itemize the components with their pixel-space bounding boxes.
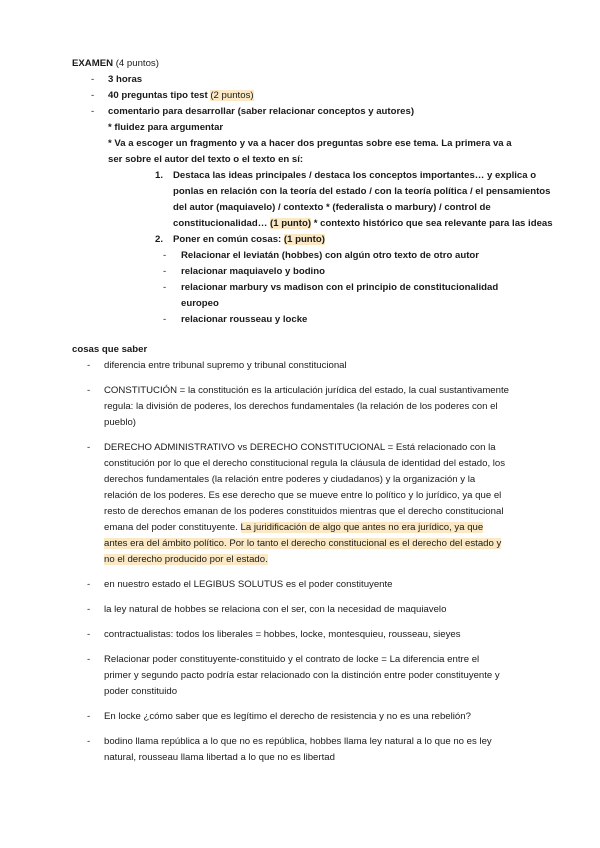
- q1-line: ponlas en relación con la teoría del estado / con la teoría política / el pensamientos: [173, 186, 551, 197]
- cosas-item3-l6-pre: emana del poder constituyente.: [104, 522, 241, 533]
- cosas-item-line: relación de los poderes. Es ese derecho que se mueve entre lo político y lo jurídico, ya que el: [104, 490, 502, 501]
- dash-marker: -: [87, 654, 91, 665]
- cosas-item3-highlight: La juridificación de algo que antes no era jurídico, ya que: [240, 522, 484, 533]
- cosas-item3-highlight: no el derecho producido por el estado.: [104, 554, 268, 565]
- dash-marker: -: [87, 579, 91, 590]
- cosas-item-line: regula: la división de poderes, los derechos fundamentales (la relación de los poderes con el: [104, 401, 498, 412]
- exam-item-test-text: 40 preguntas tipo test: [108, 90, 208, 101]
- cosas-item-line: [104, 536, 501, 552]
- dash-marker: -: [87, 442, 91, 453]
- q1-number: 1.: [155, 170, 164, 181]
- exam-item-hours: 3 horas: [108, 74, 143, 85]
- dash-marker: -: [87, 360, 91, 371]
- dash-marker: -: [91, 90, 95, 101]
- dash-marker: -: [163, 266, 167, 277]
- dash-marker: -: [163, 314, 167, 325]
- dash-marker: -: [163, 282, 167, 293]
- exam-title: EXAMEN: [72, 58, 114, 69]
- cosas-item-line: primer y segundo pacto podría estar relacionado con la distinción entre poder constituyente y: [104, 670, 500, 681]
- cosas-item-line: CONSTITUCIÓN = la constitución es la articulación jurídica del estado, la cual sustantivamente: [104, 385, 509, 396]
- exam-heading: [72, 56, 159, 72]
- q2-item: relacionar maquiavelo y bodino: [181, 266, 325, 277]
- cosas-item: diferencia entre tribunal supremo y tribunal constitucional: [104, 360, 347, 371]
- bullet-fluidez: * fluidez para argumentar: [108, 122, 224, 133]
- cosas-item-line: resto de derechos emanan de los poderes constituidos mientras que el derecho constitucional: [104, 506, 504, 517]
- dash-marker: -: [87, 385, 91, 396]
- cosas-item-line: [104, 552, 268, 568]
- cosas-item: en nuestro estado el LEGIBUS SOLUTUS es el poder constituyente: [104, 579, 393, 590]
- q2-pre: Poner en común cosas:: [173, 234, 284, 245]
- dash-marker: -: [91, 74, 95, 85]
- section-title-cosas: cosas que saber: [72, 344, 148, 355]
- cosas-item: la ley natural de hobbes se relaciona con el ser, con la necesidad de maquiavelo: [104, 604, 447, 615]
- q2-item-cont: europeo: [181, 298, 219, 309]
- q1-line-last: [173, 216, 553, 232]
- cosas-item: contractualistas: todos los liberales = hobbes, locke, montesquieu, rousseau, sieyes: [104, 629, 461, 640]
- q2-item: relacionar marbury vs madison con el principio de constitucionalidad: [181, 282, 499, 293]
- bullet-fragmento-line2: ser sobre el autor del texto o el texto en sí:: [108, 154, 304, 165]
- cosas-item-line: natural, rousseau llama libertad a lo que no es libertad: [104, 752, 335, 763]
- q2-item: Relacionar el leviatán (hobbes) con algún otro texto de otro autor: [181, 250, 479, 261]
- dash-marker: -: [91, 106, 95, 117]
- q1-last-post: * contexto histórico que sea relevante para las ideas: [311, 218, 553, 229]
- exam-item-test: [108, 88, 254, 104]
- dash-marker: -: [163, 250, 167, 261]
- cosas-item-line: [104, 520, 483, 536]
- cosas-item-line: poder constituido: [104, 686, 178, 697]
- cosas-item-line: derechos fundamentales (la relación entre poderes y ciudadanos) y la organización y la: [104, 474, 476, 485]
- bullet-fragmento-line1: * Va a escoger un fragmento y va a hacer dos preguntas sobre ese tema. La primera va a: [108, 138, 512, 149]
- q2-line: [173, 232, 325, 248]
- dash-marker: -: [87, 604, 91, 615]
- q1-points: (1 punto): [270, 218, 312, 229]
- cosas-item-line: DERECHO ADMINISTRATIVO vs DERECHO CONSTITUCIONAL = Está relacionado con la: [104, 442, 496, 453]
- q2-item: relacionar rousseau y locke: [181, 314, 308, 325]
- cosas-item3-highlight: antes era del ámbito político. Por lo tanto el derecho constitucional es el derecho del estado y: [104, 538, 502, 549]
- q2-points: (1 punto): [283, 234, 325, 245]
- exam-item-comentario: comentario para desarrollar (saber relacionar conceptos y autores): [108, 106, 415, 117]
- cosas-item-line: pueblo): [104, 417, 137, 428]
- q1-line: del autor (maquiavelo) / contexto * (federalista o marbury) / control de: [173, 202, 491, 213]
- cosas-item-line: bodino llama república a lo que no es república, hobbes llama ley natural a lo que no es ley: [104, 736, 492, 747]
- cosas-item-line: constitución por lo que el derecho constitucional regula la cláusula de identidad del estado, los: [104, 458, 506, 469]
- cosas-item: En locke ¿cómo saber que es legítimo el derecho de resistencia y no es una rebelión?: [104, 711, 471, 722]
- exam-item-test-points: (2 puntos): [210, 90, 254, 101]
- q1-line: Destaca las ideas principales / destaca los conceptos importantes… y explica o: [173, 170, 537, 181]
- q2-number: 2.: [155, 234, 164, 245]
- dash-marker: -: [87, 629, 91, 640]
- cosas-item-line: Relacionar poder constituyente-constituido y el contrato de locke = La diferencia entre el: [104, 654, 480, 665]
- dash-marker: -: [87, 736, 91, 747]
- dash-marker: -: [87, 711, 91, 722]
- q1-last-pre: constitucionalidad…: [173, 218, 271, 229]
- exam-points: (4 puntos): [115, 58, 159, 69]
